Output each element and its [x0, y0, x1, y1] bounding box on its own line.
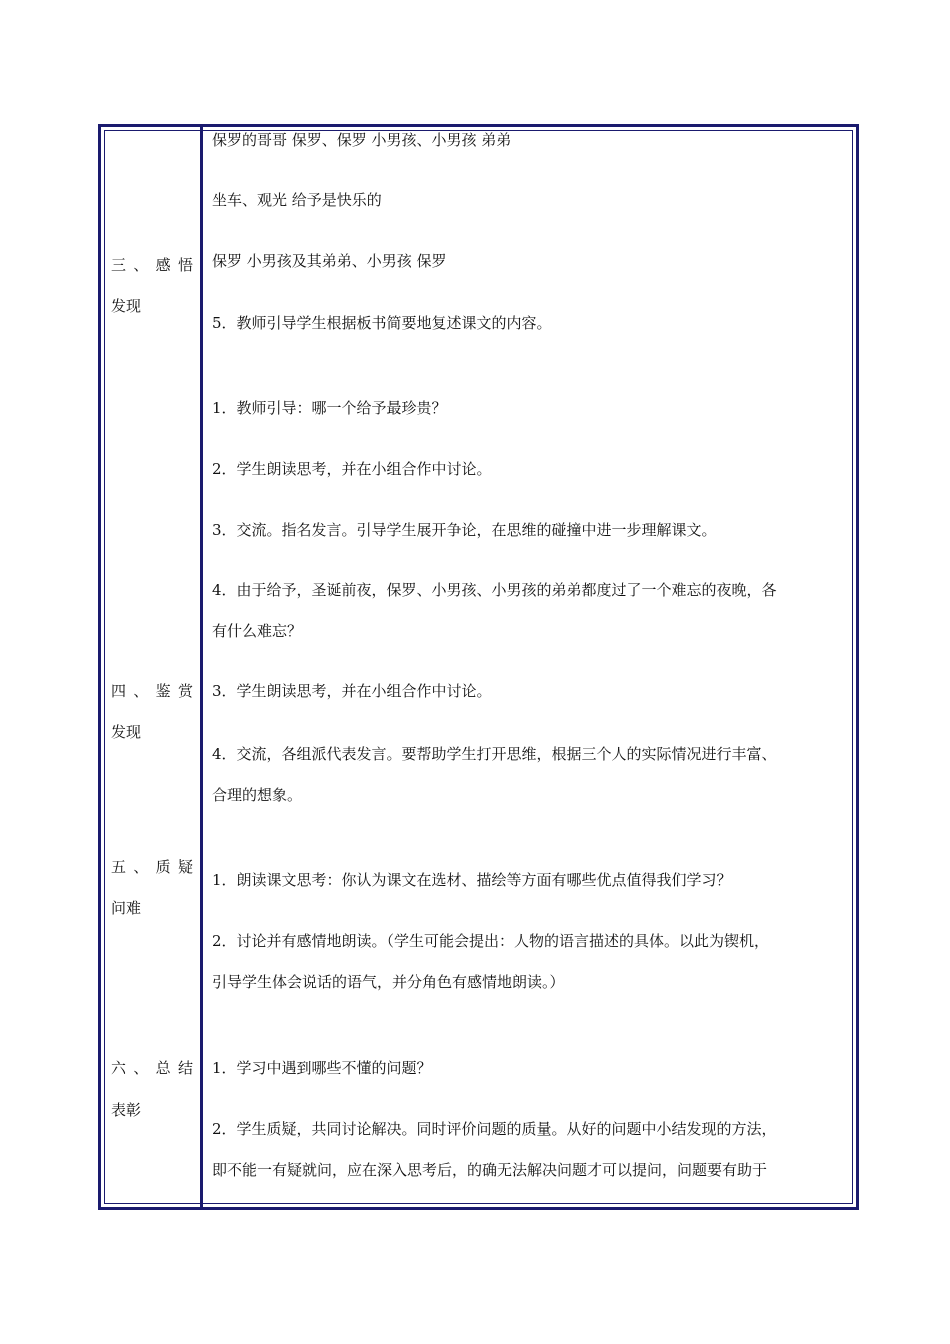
content-line: 1．学习中遇到哪些不懂的问题？ [212, 1059, 432, 1077]
label-char: 总 [155, 1059, 171, 1077]
content-line: 即不能一有疑就问，应在深入思考后，的确无法解决问题才可以提问，问题要有助于 [212, 1161, 768, 1179]
label-char: 结 [177, 1059, 193, 1077]
label-char: 感 [155, 256, 171, 274]
section-6-label [111, 1058, 193, 1078]
content-line: 3．学生朗读思考，并在小组合作中讨论。 [212, 682, 492, 700]
content-line: 保罗 小男孩及其弟弟、小男孩 保罗 [212, 252, 447, 270]
section-3-label-2: 发现 [111, 297, 142, 315]
content-line: 坐车、观光 给予是快乐的 [212, 191, 382, 209]
section-4-label [111, 681, 193, 701]
label-char: 疑 [177, 858, 193, 876]
content-line: 有什么难忘？ [212, 622, 303, 640]
content-line: 引导学生体会说话的语气，并分角色有感情地朗读。） [212, 973, 565, 991]
label-char: 、 [133, 858, 149, 876]
content-line: 保罗的哥哥 保罗、保罗 小男孩、小男孩 弟弟 [212, 131, 512, 149]
section-4-label-2: 发现 [111, 723, 142, 741]
table-inner-border [104, 130, 853, 1204]
label-char: 鉴 [155, 682, 171, 700]
content-line: 4．交流，各组派代表发言。要帮助学生打开思维，根据三个人的实际情况进行丰富、 [212, 745, 777, 763]
section-6-label-2: 表彰 [111, 1101, 142, 1119]
label-char: 四 [111, 682, 127, 700]
content-line: 2．讨论并有感情地朗读。（学生可能会提出：人物的语言描述的具体。以此为锲机， [212, 932, 770, 950]
content-line: 合理的想象。 [212, 786, 303, 804]
lesson-table [98, 124, 859, 1210]
label-char: 六 [111, 1059, 127, 1077]
label-char: 、 [133, 256, 149, 274]
section-3-label [111, 255, 193, 275]
label-char: 三 [111, 256, 127, 274]
content-line: 3．交流。指名发言。引导学生展开争论，在思维的碰撞中进一步理解课文。 [212, 521, 717, 539]
content-line: 1．朗读课文思考：你认为课文在选材、描绘等方面有哪些优点值得我们学习？ [212, 871, 732, 889]
column-divider [200, 127, 203, 1207]
label-char: 质 [155, 858, 171, 876]
label-char: 、 [133, 1059, 149, 1077]
content-line: 1．教师引导：哪一个给予最珍贵？ [212, 399, 447, 417]
section-5-label [111, 857, 193, 877]
label-char: 五 [111, 858, 127, 876]
content-line: 2．学生朗读思考，并在小组合作中讨论。 [212, 460, 492, 478]
content-line: 2．学生质疑，共同讨论解决。同时评价问题的质量。从好的问题中小结发现的方法， [212, 1120, 777, 1138]
content-line: 5．教师引导学生根据板书简要地复述课文的内容。 [212, 314, 552, 332]
label-char: 、 [133, 682, 149, 700]
section-5-label-2: 问难 [111, 899, 142, 917]
label-char: 赏 [177, 682, 193, 700]
label-char: 悟 [177, 256, 193, 274]
content-line: 4．由于给予，圣诞前夜，保罗、小男孩、小男孩的弟弟都度过了一个难忘的夜晚，各 [212, 581, 777, 599]
